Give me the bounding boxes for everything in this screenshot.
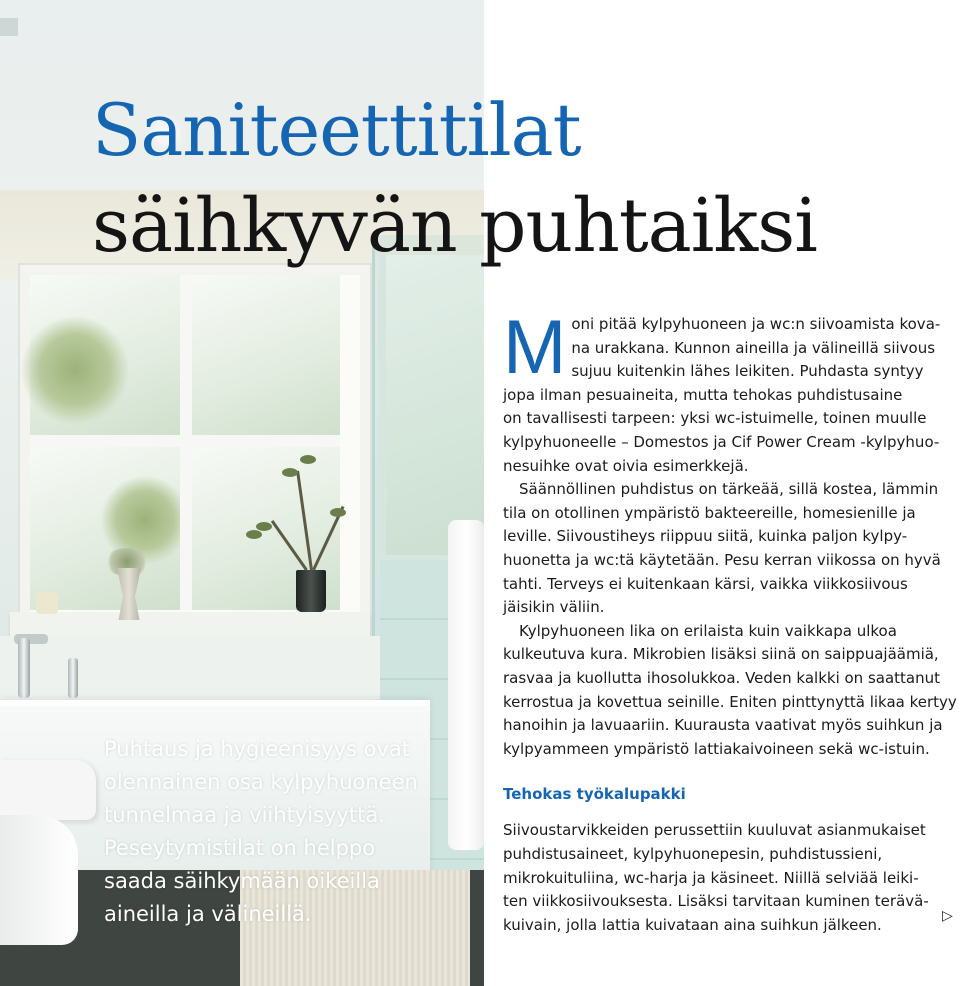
intro-paragraph	[503, 305, 943, 478]
title-line-1: Saniteettitilat	[92, 88, 581, 172]
paragraph-3	[503, 620, 957, 762]
body-line: leville. Siivoustiheys riippuu siitä, kuinka paljon kylpy-	[503, 527, 908, 546]
body-line: nesuihke ovat oivia esimerkkejä.	[503, 456, 749, 475]
body-line: huonetta ja wc:tä käytetään. Pesu kerran viikossa on hyvä	[503, 550, 941, 569]
candle-jar	[36, 592, 58, 614]
caption-line: olennainen osa kylpyhuoneen	[104, 770, 418, 794]
window-sill	[10, 612, 370, 636]
faucet-handle	[68, 658, 78, 698]
body-line: on tavallisesti tarpeen: yksi wc-istuimelle, toinen muulle	[503, 409, 927, 428]
body-line: tila on otollinen ympäristö bakteereille, homesienille ja	[503, 503, 916, 522]
body-line: kylpyhuoneelle – Domestos ja Cif Power Cream -kylpyhuo-	[503, 432, 940, 451]
body-line: kylpyammeen ympäristö lattiakaivoineen sekä wc-istuin.	[503, 739, 930, 758]
body-line: kuivain, jolla lattia kuivataan aina suihkun jälkeen.	[503, 915, 882, 934]
body-line: hanoihin ja lavuaariin. Kuurausta vaativat myös suihkun ja	[503, 716, 943, 735]
caption-line: aineilla ja välineillä.	[104, 902, 312, 926]
body-line: na urakkana. Kunnon aineilla ja välineillä siivous	[571, 338, 936, 357]
body-line: tahti. Terveys ei kuitenkaan kärsi, vaikka viikkosiivous	[503, 574, 908, 593]
caption-line: Puhtaus ja hygieenisyys ovat	[104, 737, 410, 761]
plant-pot	[296, 570, 326, 612]
toilet-tank	[0, 760, 96, 820]
body-line: Siivoustarvikkeiden perussettiin kuuluvat asianmukaiset	[503, 821, 926, 840]
body-line: ten viikkosiivouksesta. Lisäksi tarvitaan kuminen terävä-	[503, 892, 929, 911]
ceiling-vent	[0, 18, 18, 36]
section-paragraph	[503, 819, 943, 937]
paragraph-2	[503, 478, 943, 620]
body-line: jäisikin väliin.	[503, 598, 605, 617]
body-line: Säännöllinen puhdistus on tärkeää, sillä kostea, lämmin	[519, 480, 939, 499]
body-line: puhdistusaineet, kylpyhuonepesin, puhdistussieni,	[503, 844, 883, 863]
tub-wall	[0, 636, 380, 706]
drop-cap: M	[503, 305, 567, 390]
body-line: mikrokuituliina, wc-harja ja käsineet. Niillä selviää leiki-	[503, 868, 919, 887]
body-line: Kylpyhuoneen lika on erilaista kuin vaikkapa ulkoa	[519, 621, 897, 640]
title-line-2: säihkyvän puhtaiksi	[92, 183, 817, 269]
caption-line: saada säihkymään oikeilla	[104, 869, 380, 893]
toilet-bowl	[0, 815, 78, 945]
body-line: jopa ilman pesuaineita, mutta tehokas puhdistusaine	[503, 385, 903, 404]
continue-arrow-icon: ▷	[942, 908, 953, 924]
body-line: oni pitää kylpyhuoneen ja wc:n siivoamista kova-	[571, 315, 941, 333]
body-line: kerrostua ja kovettua seinille. Eniten pinttynyttä likaa kertyy	[503, 692, 957, 711]
article-body	[503, 305, 957, 937]
body-line: sujuu kuitenkin lähes leikiten. Puhdasta syntyy	[571, 362, 924, 381]
faucet	[18, 638, 30, 698]
body-line: rasvaa ja kuollutta ihosolukkoa. Veden kalkki on saattanut	[503, 668, 941, 687]
caption-line: Peseytymistilat on helppo	[104, 836, 376, 860]
section-heading: Tehokas työkalupakki	[503, 785, 686, 804]
article-title	[92, 80, 817, 272]
photo-caption	[104, 733, 464, 931]
caption-line: tunnelmaa ja viihtyisyyttä.	[104, 803, 385, 827]
body-line: kulkeutuva kura. Mikrobien lisäksi siinä on saippuajäämiä,	[503, 645, 939, 664]
